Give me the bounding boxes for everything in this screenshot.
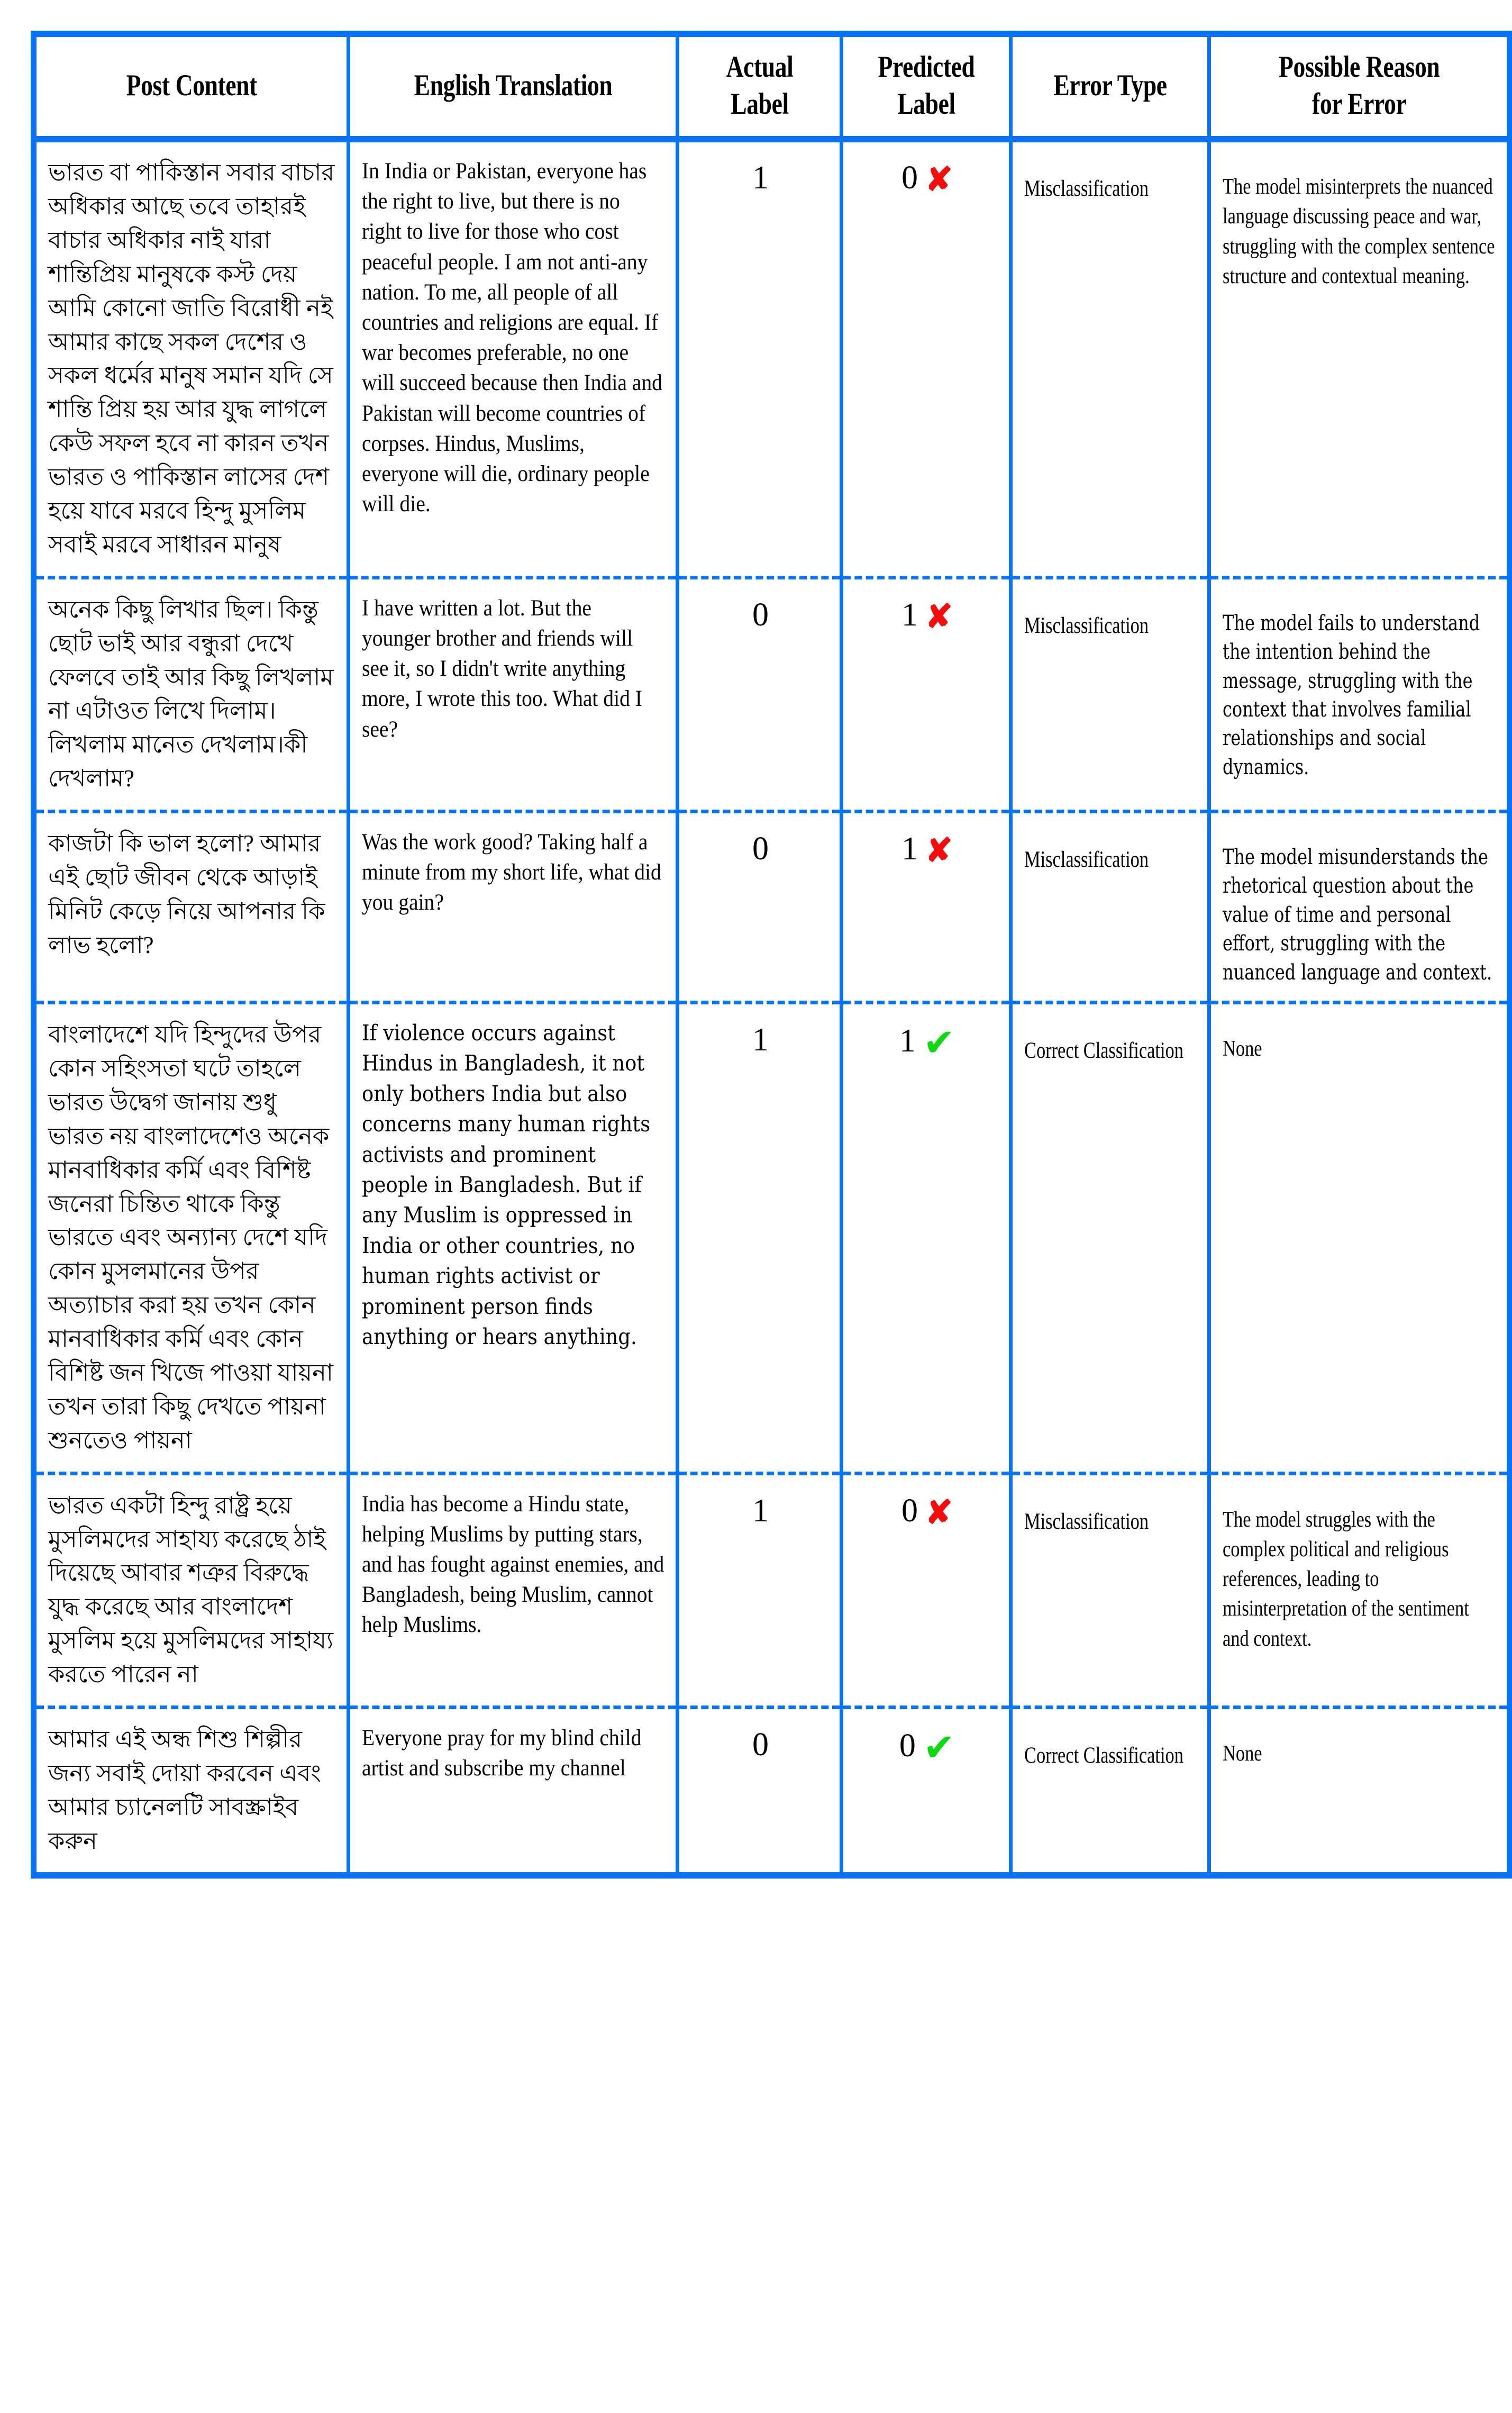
table-row — [34, 139, 1510, 577]
possible-reason-text: The model misinterprets the nuanced language discussing peace and war, struggling with the complex sentence structure and contextual meaning. — [1223, 175, 1495, 288]
cell-possible-reason — [1209, 812, 1510, 1003]
error-type-text: Misclassification — [1024, 1509, 1149, 1534]
error-type-text: Correct Classification — [1024, 1038, 1183, 1064]
error-type-text: Misclassification — [1024, 613, 1149, 638]
header-text-predicted-line2: Label — [897, 87, 955, 121]
header-text-reason-line1: Possible Reason — [1278, 50, 1440, 84]
cell-english-translation — [349, 139, 678, 577]
possible-reason-text: None — [1223, 1037, 1262, 1062]
cell-error-type — [1011, 1473, 1209, 1707]
column-header-possible-reason — [1239, 34, 1479, 139]
possible-reason-text: None — [1223, 1741, 1262, 1766]
english-translation-text: Was the work good? Taking half a minute from my short life, what did you gain? — [362, 830, 661, 915]
column-header-error-type — [1031, 34, 1189, 139]
error-analysis-table — [31, 31, 1512, 1879]
post-content-text: ভারত একটা হিন্দু রাষ্ট্র হয়ে মুসলিমদের সাহায্য করেছে ঠাই দিয়েছে আবার শত্রুর বিরুদ্ধে যুদ্ধ করেছে আর বাংলাদেশ মুসলিম হয়ে মুসলিমদের সাহায্য করতে পারেন না — [48, 1492, 334, 1688]
english-translation-text: India has become a Hindu state, helping Muslims by putting stars, and has fought against enemies, and Bangladesh, being Muslim, cannot help Muslims. — [362, 1491, 664, 1638]
check-icon: ✔ — [923, 1020, 955, 1065]
possible-reason-text: The model misunderstands the rhetorical question about the value of time and personal effort, struggling with the nuanced language and context. — [1223, 845, 1492, 985]
table-header — [34, 34, 1510, 139]
cell-post-content — [34, 812, 349, 1003]
actual-label-value: 1 — [752, 1492, 769, 1529]
cross-icon: ✘ — [925, 161, 953, 198]
header-text-error-type: Error Type — [1053, 68, 1167, 102]
cell-predicted-label — [842, 577, 1011, 811]
error-type-text: Misclassification — [1024, 847, 1149, 873]
english-translation-text: In India or Pakistan, everyone has the right to live, but there is no right to live for those who cost peaceful people. I am not anti-any nation. To me, all people of all countries and religions are equal. If war becomes preferable, no one will succeed because then India and Pakistan will become countries of corpses. Hindus, Muslims, everyone will die, ordinary people will die. — [362, 159, 662, 517]
check-icon: ✔ — [923, 1725, 955, 1770]
cell-actual-label — [678, 1003, 842, 1474]
error-type-text: Misclassification — [1024, 176, 1149, 202]
actual-label-value: 0 — [752, 596, 769, 633]
cell-possible-reason — [1209, 1707, 1510, 1875]
actual-label-value: 0 — [752, 1726, 769, 1763]
header-text-predicted-line1: Predicted — [878, 50, 974, 84]
predicted-label-value: 1 — [899, 1023, 916, 1059]
actual-label-value: 1 — [752, 1022, 769, 1058]
english-translation-text: I have written a lot. But the younger brother and friends will see it, so I didn't write anything more, I wrote this too. What did I see? — [362, 595, 642, 742]
predicted-label-value: 0 — [901, 1492, 918, 1529]
cell-english-translation — [349, 1473, 678, 1707]
table-row — [34, 812, 1510, 1003]
post-content-text: ভারত বা পাকিস্তান সবার বাচার অধিকার আছে তবে তাহারই বাচার অধিকার নাই যারা শান্তিপ্রিয় মানুষকে কস্ট দেয় আমি কোনো জাতি বিরোধী নই আমার কাছে সকল দেশের ও সকল ধর্মের মানুষ সমান যদি সে শান্তি প্রিয় হয় আর যুদ্ধ লাগলে কেউ সফল হবে না কারন তখন ভারত ও পাকিস্তান লাসের দেশ হয়ে যাবে মরবে হিন্দু মুসলিম সবাই মরবে সাধারন মানুষ — [48, 159, 335, 558]
cell-possible-reason — [1209, 139, 1510, 577]
cell-post-content — [34, 1003, 349, 1474]
header-text-english-translation: English Translation — [414, 68, 612, 102]
cell-predicted-label — [842, 1003, 1011, 1474]
cell-post-content — [34, 1707, 349, 1875]
cell-error-type — [1011, 139, 1209, 577]
header-text-actual-line2: Label — [730, 87, 789, 121]
post-content-text: বাংলাদেশে যদি হিন্দুদের উপর কোন সহিংসতা ঘটে তাহলে ভারত উদ্বেগ জানায় শুধু ভারত নয় বাংলাদেশেও অনেক মানবাধিকার কর্মি এবং বিশিষ্ট জনেরা চিন্তিত থাকে কিন্তু ভারতে এবং অন্যান্য দেশে যদি কোন মুসলমানের উপর অত্যাচার করা হয় তখন কোন মানবাধিকার কর্মি এবং কোন বিশিষ্ট জন খিজে পাওয়া যায়না তখন তারা কিছু দেখতে পায়না শুনতেও পায়না — [48, 1021, 333, 1454]
cross-icon: ✘ — [925, 832, 953, 869]
english-translation-text: Everyone pray for my blind child artist and subscribe my channel — [362, 1725, 642, 1781]
actual-label-value: 1 — [752, 160, 769, 196]
header-text-actual-line1: Actual — [726, 50, 793, 84]
cell-actual-label — [678, 139, 842, 577]
post-content-text: কাজটা কি ভাল হলো? আমার এই ছোট জীবন থেকে আড়াই মিনিট কেড়ে নিয়ে আপনার কি লাভ হলো? — [48, 830, 325, 958]
cell-actual-label — [678, 812, 842, 1003]
header-text-reason-line2: for Error — [1311, 87, 1406, 121]
column-header-post-content — [65, 34, 317, 139]
cell-english-translation — [349, 1707, 678, 1875]
header-text-post-content: Post Content — [126, 68, 257, 102]
cell-error-type — [1011, 1707, 1209, 1875]
column-header-actual-label — [694, 34, 825, 139]
possible-reason-text: The model fails to understand the intention behind the message, struggling with the context that involves familial relationships and social dynamics. — [1223, 611, 1480, 779]
cell-post-content — [34, 139, 349, 577]
cell-predicted-label — [842, 1707, 1011, 1875]
predicted-label-value: 1 — [901, 831, 918, 867]
table-body — [34, 139, 1510, 1875]
cell-actual-label — [678, 1707, 842, 1875]
cell-post-content — [34, 577, 349, 811]
table-row — [34, 577, 1510, 811]
cell-possible-reason — [1209, 577, 1510, 811]
english-translation-text: If violence occurs against Hindus in Bangladesh, it not only bothers India but also concerns many human rights activists and prominent people in Bangladesh. But if any Muslim is oppressed in India or other countries, no human rights activist or prominent person finds anything or hears anything. — [362, 1020, 651, 1349]
error-type-text: Correct Classification — [1024, 1743, 1183, 1768]
column-header-english-translation — [381, 34, 645, 139]
predicted-label-value: 1 — [901, 596, 918, 633]
cell-error-type — [1011, 1003, 1209, 1474]
predicted-label-value: 0 — [901, 160, 918, 196]
table-row — [34, 1473, 1510, 1707]
cross-icon: ✘ — [925, 1494, 953, 1531]
cell-english-translation — [349, 1003, 678, 1474]
cross-icon: ✘ — [925, 598, 953, 635]
cell-english-translation — [349, 577, 678, 811]
cell-predicted-label — [842, 139, 1011, 577]
cell-predicted-label — [842, 1473, 1011, 1707]
header-row — [34, 34, 1510, 139]
column-header-predicted-label — [859, 34, 994, 139]
cell-error-type — [1011, 577, 1209, 811]
cell-english-translation — [349, 812, 678, 1003]
cell-error-type — [1011, 812, 1209, 1003]
possible-reason-text: The model struggles with the complex political and religious references, leading to misinterpretation of the sentiment and context. — [1223, 1507, 1469, 1651]
cell-possible-reason — [1209, 1003, 1510, 1474]
cell-actual-label — [678, 577, 842, 811]
post-content-text: আমার এই অন্ধ শিশু শিল্পীর জন্য সবাই দোয়া করবেন এবং আমার চ্যানেলটি সাবস্ক্রাইব করুন — [48, 1726, 321, 1854]
table-row — [34, 1003, 1510, 1474]
actual-label-value: 0 — [752, 831, 769, 867]
post-content-text: অনেক কিছু লিখার ছিল। কিন্তু ছোট ভাই আর বন্ধুরা দেখে ফেলবে তাই আর কিছু লিখলাম না এটাওত লিখে দিলাম।লিখলাম মানেত দেখলাম।কী দেখলাম? — [48, 596, 334, 792]
cell-post-content — [34, 1473, 349, 1707]
cell-predicted-label — [842, 812, 1011, 1003]
cell-possible-reason — [1209, 1473, 1510, 1707]
cell-actual-label — [678, 1473, 842, 1707]
predicted-label-value: 0 — [899, 1727, 916, 1764]
table-row — [34, 1707, 1510, 1875]
